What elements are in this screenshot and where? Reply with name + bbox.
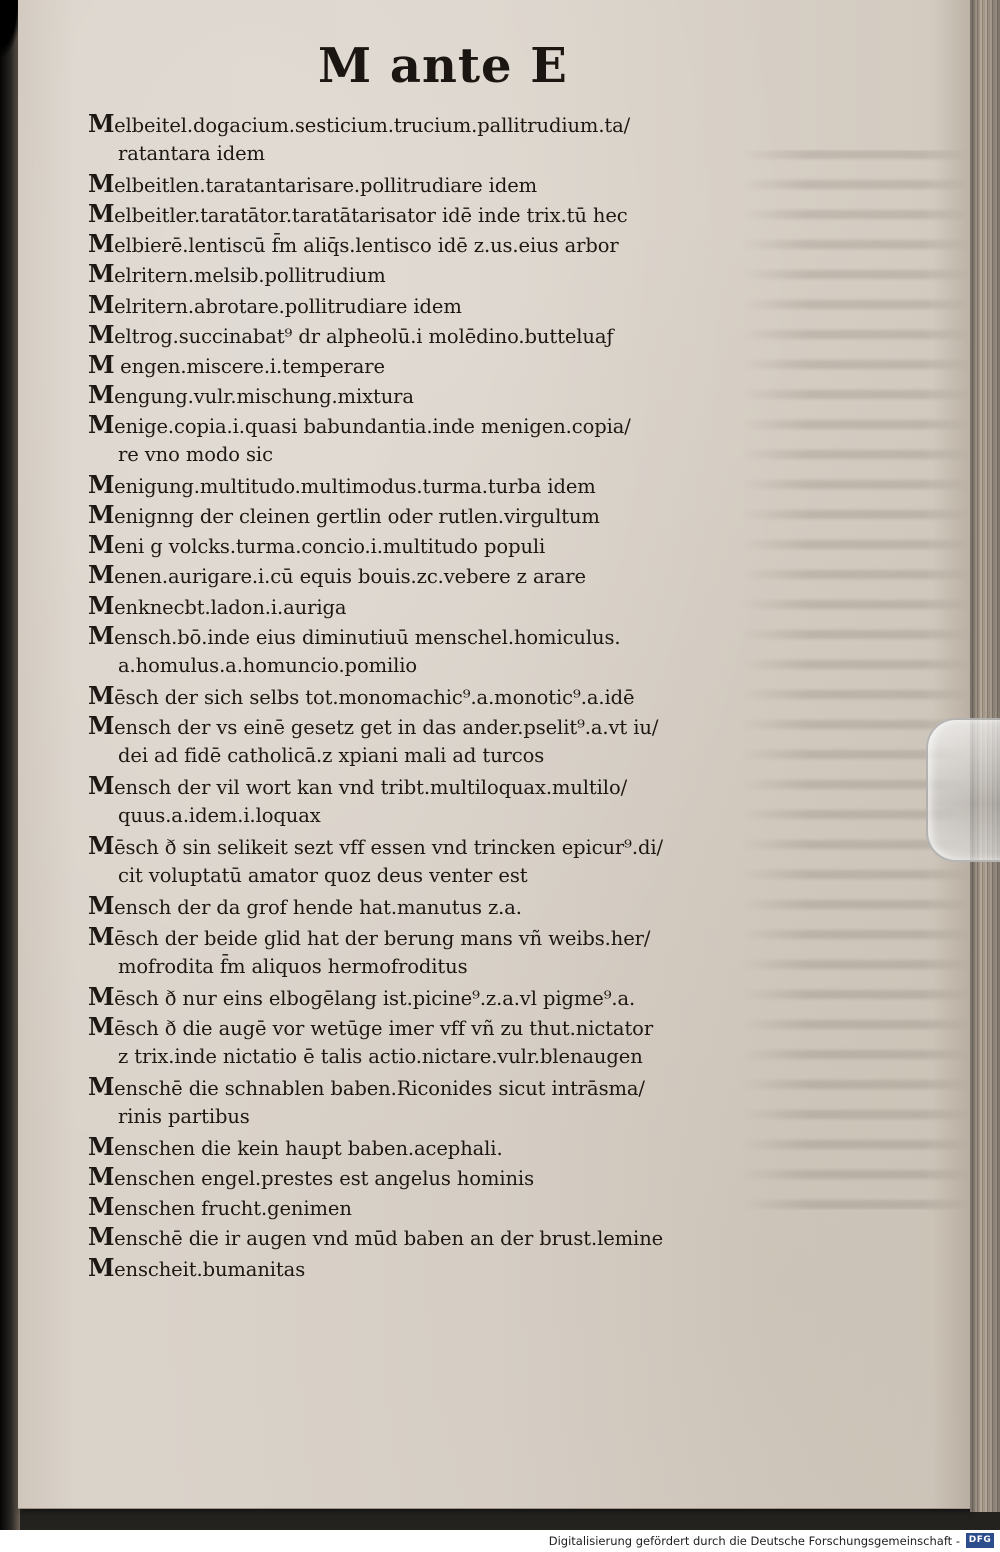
entry-line: Menknecbt.ladon.i.auriga xyxy=(88,590,347,620)
entry-line: Meni g volcks.turma.concio.i.multitudo populi xyxy=(88,530,546,560)
bookmark-tab xyxy=(926,718,1000,862)
entry-line: Melritern.abrotare.pollitrudiare idem xyxy=(88,289,462,319)
entry-continuation-line: a.homulus.a.homuncio.pomilio xyxy=(118,653,418,677)
entry-line: Menige.copia.i.quasi babundantia.inde menigen.copia/ xyxy=(88,409,631,439)
entry-line: Menschen die kein haupt baben.acephali. xyxy=(88,1132,503,1162)
funding-notice: Digitalisierung gefördert durch die Deutsche Forschungsgemeinschaft - xyxy=(548,1534,960,1548)
entry-line: Menschē die schnablen baben.Riconides sicut intrāsma/ xyxy=(88,1072,645,1101)
entry-line: Menigung.multitudo.multimodus.turma.turba idem xyxy=(88,470,596,500)
entry-line: Meltrog.succinabat⁹ dr alpheolū.i molēdino.butteluaƒ xyxy=(88,319,614,349)
entry-continuation-line: re vno modo sic xyxy=(118,443,273,467)
entry-line: M engen.miscere.i.temperare xyxy=(88,349,385,379)
entry-line: Mēsch ð sin selikeit sezt vff essen vnd trincken epicur⁹.di/ xyxy=(88,831,663,861)
entry-line: Mensch der vil wort kan vnd tribt.multiloquax.multilo/ xyxy=(88,771,628,801)
entry-continuation-line: quus.a.idem.i.loquax xyxy=(118,804,321,828)
page-heading: M ante E xyxy=(318,38,568,94)
entry-line: Melbeitler.taratātor.taratātarisator idē inde trix.tū hec xyxy=(88,199,628,229)
entry-continuation-line: dei ad fidē catholicā.z xpiani mali ad turcos xyxy=(118,743,545,767)
entry-continuation-line: mofrodita f̄m aliquos hermofroditus xyxy=(118,954,468,978)
entry-line: Melbeitel.dogacium.sesticium.trucium.pallitrudium.ta/ xyxy=(88,109,631,138)
entry-line: Mēsch der sich selbs tot.monomachic⁹.a.monotic⁹.a.idē xyxy=(88,680,635,710)
entry-continuation-line: z trix.inde nictatio ē talis actio.nictare.vulr.blenaugen xyxy=(118,1044,643,1068)
entry-line: Mēsch der beide glid hat der berung mans vñ weibs.her/ xyxy=(88,921,651,951)
entry-continuation-line: cit voluptatū amator quoz deus venter est xyxy=(118,864,528,888)
entry-continuation-line: rinis partibus xyxy=(118,1105,250,1129)
entry-line: Menschen frucht.genimen xyxy=(88,1192,352,1222)
book-spine xyxy=(0,0,20,1530)
entry-line: Mensch.bō.inde eius diminutiuū menschel.homiculus. xyxy=(88,620,621,650)
entry-line: Menignng der cleinen gertlin oder rutlen.virgultum xyxy=(88,500,600,530)
entry-line: Mēsch ð nur eins elbogēlang ist.picine⁹.z.a.vl pigme⁹.a. xyxy=(88,981,636,1011)
entry-line: Mēsch ð die augē vor wetūge imer vff vñ zu thut.nictator xyxy=(88,1011,654,1041)
dfg-logo: DFG xyxy=(966,1533,994,1548)
entry-line: Mensch der vs einē gesetz get in das ander.pselit⁹.a.vt iu/ xyxy=(88,710,659,740)
entry-line: Melbierē.lentiscū f̄m aliq̄s.lentisco idē z.us.eius arbor xyxy=(88,229,619,259)
footer-bar xyxy=(0,1530,1000,1552)
entry-line: Mensch der da grof hende hat.manutus z.a. xyxy=(88,891,522,921)
entry-line: Menen.aurigare.i.cū equis bouis.zc.vebere z arare xyxy=(88,560,586,590)
entry-line: Melbeitlen.taratantarisare.pollitrudiare idem xyxy=(88,169,538,199)
dictionary-entries xyxy=(88,109,808,1283)
entry-line: Melritern.melsib.pollitrudium xyxy=(88,259,386,289)
entry-line: Menschen engel.prestes est angelus hominis xyxy=(88,1162,534,1192)
entry-line: Mengung.vulr.mischung.mixtura xyxy=(88,379,414,409)
entry-line: Menschē die ir augen vnd mūd baben an der brust.lemine xyxy=(88,1222,664,1252)
entry-continuation-line: ratantara idem xyxy=(118,142,265,166)
entry-line: Menscheit.bumanitas xyxy=(88,1252,306,1282)
